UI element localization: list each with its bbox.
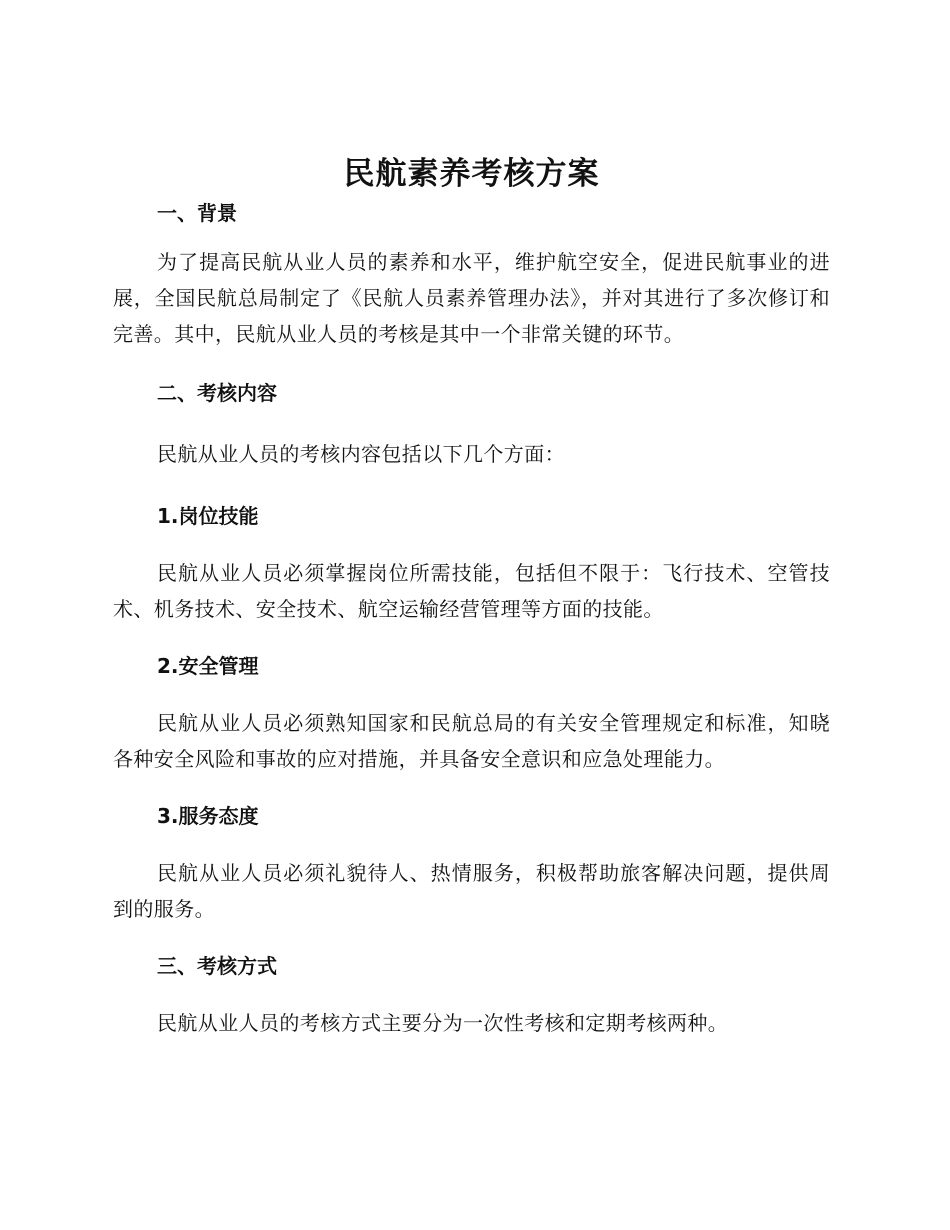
paragraph-assessment-method: 民航从业人员的考核方式主要分为一次性考核和定期考核两种。 [157, 1011, 729, 1035]
document-title: 民航素养考核方案 [343, 156, 600, 192]
section-heading-assessment-method: 三、考核方式 [157, 954, 277, 978]
paragraph-job-skills: 民航从业人员必须掌握岗位所需技能，包括但不限于：飞行技术、空管技术、机务技术、安全技术、航空运输经营管理等方面的技能。 [113, 561, 830, 621]
paragraph-safety-management: 民航从业人员必须熟知国家和民航总局的有关安全管理规定和标准，知晓各种安全风险和事故的应对措施，并具备安全意识和应急处理能力。 [113, 711, 830, 771]
paragraph-service-attitude: 民航从业人员必须礼貌待人、热情服务，积极帮助旅客解决问题，提供周到的服务。 [113, 861, 830, 921]
paragraph-background: 为了提高民航从业人员的素养和水平，维护航空安全，促进民航事业的进展，全国民航总局制定了《民航人员素养管理办法》，并对其进行了多次修订和完善。其中，民航从业人员的考核是其中一个非常关键的环节。 [113, 250, 830, 346]
subheading-job-skills: 1.岗位技能 [157, 504, 259, 528]
subheading-safety-management: 2.安全管理 [157, 654, 259, 678]
paragraph-assessment-content-intro: 民航从业人员的考核内容包括以下几个方面： [157, 442, 565, 466]
subheading-service-attitude: 3.服务态度 [157, 804, 259, 828]
section-heading-assessment-content: 二、考核内容 [157, 381, 277, 405]
section-heading-background: 一、背景 [157, 201, 237, 225]
